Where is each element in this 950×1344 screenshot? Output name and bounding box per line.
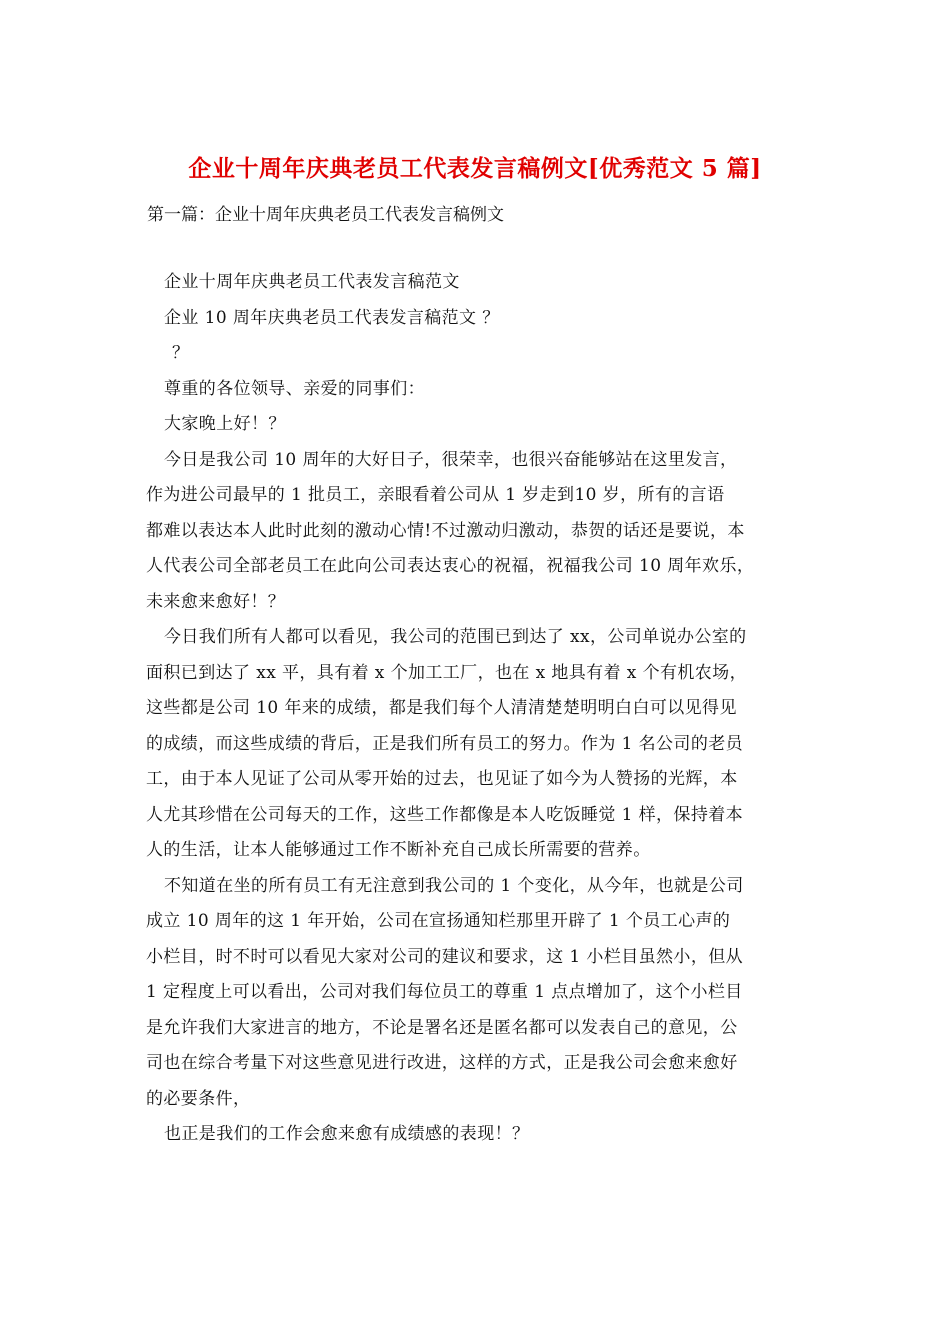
paragraph-line: 面积已到达了 xx 平，具有着 x 个加工工厂，也在 x 地具有着 x 个有机农场， xyxy=(146,662,747,683)
paragraph-line: 尊重的各位领导、亲爱的同事们： xyxy=(164,378,425,399)
paragraph-line: 司也在综合考量下对这些意见进行改进，这样的方式，正是我公司会愈来愈好 xyxy=(146,1053,738,1073)
paragraph-line: 企业十周年庆典老员工代表发言稿范文 xyxy=(164,272,460,292)
paragraph-line: 大家晚上好！？ xyxy=(164,414,286,434)
paragraph-line: 未来愈来愈好！？ xyxy=(146,591,286,612)
paragraph-line: 的成绩，而这些成绩的背后，正是我们所有员工的努力。作为 1 名公司的老员 xyxy=(146,733,744,754)
paragraph-line: 人的生活，让本人能够通过工作不断补充自己成长所需要的营养。 xyxy=(146,840,651,860)
paragraph-line: 人代表公司全部老员工在此向公司表达衷心的祝福，祝福我公司 10 周年欢乐， xyxy=(146,556,755,576)
paragraph-line: 小栏目，时不时可以看见大家对公司的建议和要求，这 1 小栏目虽然小，但从 xyxy=(146,946,744,967)
paragraph-line: 成立 10 周年的这 1 年开始，公司在宣扬通知栏那里开辟了 1 个员工心声的 xyxy=(146,911,731,931)
section-heading: 第一篇：企业十周年庆典老员工代表发言稿例文 xyxy=(147,205,504,225)
paragraph-line: 不知道在坐的所有员工有无注意到我公司的 1 个变化，从今年，也就是公司 xyxy=(164,875,744,896)
paragraph-line: 今日我们所有人都可以看见，我公司的范围已到达了 xx，公司单说办公室的 xyxy=(164,627,747,647)
paragraph-line: 人尤其珍惜在公司每天的工作，这些工作都像是本人吃饭睡觉 1 样，保持着本 xyxy=(146,804,744,825)
document-body xyxy=(146,265,816,1153)
document-title: 企业十周年庆典老员工代表发言稿例文[优秀范文 5 篇] xyxy=(188,155,762,182)
paragraph-line: 1 定程度上可以看出，公司对我们每位员工的尊重 1 点点增加了，这个小栏目 xyxy=(146,982,743,1002)
paragraph-line: 的必要条件， xyxy=(146,1088,251,1109)
paragraph-line: ？ xyxy=(172,343,190,363)
paragraph-line: 也正是我们的工作会愈来愈有成绩感的表现！？ xyxy=(164,1124,530,1144)
paragraph-line: 作为进公司最早的 1 批员工，亲眼看着公司从 1 岁走到10 岁，所有的言语 xyxy=(146,485,725,505)
paragraph-line: 都难以表达本人此时此刻的激动心情!不过激动归激动，恭贺的话还是要说，本 xyxy=(146,520,745,541)
paragraph-line: 今日是我公司 10 周年的大好日子，很荣幸，也很兴奋能够站在这里发言， xyxy=(164,449,738,470)
paragraph-line: 企业 10 周年庆典老员工代表发言稿范文 ？ xyxy=(164,307,500,328)
paragraph-line: 工，由于本人见证了公司从零开始的过去，也见证了如今为人赞扬的光辉，本 xyxy=(146,769,738,789)
paragraph-line: 这些都是公司 10 年来的成绩，都是我们每个人清清楚楚明明白白可以见得见 xyxy=(146,698,737,718)
paragraph-line: 是允许我们大家进言的地方，不论是署名还是匿名都可以发表自己的意见，公 xyxy=(146,1017,738,1038)
